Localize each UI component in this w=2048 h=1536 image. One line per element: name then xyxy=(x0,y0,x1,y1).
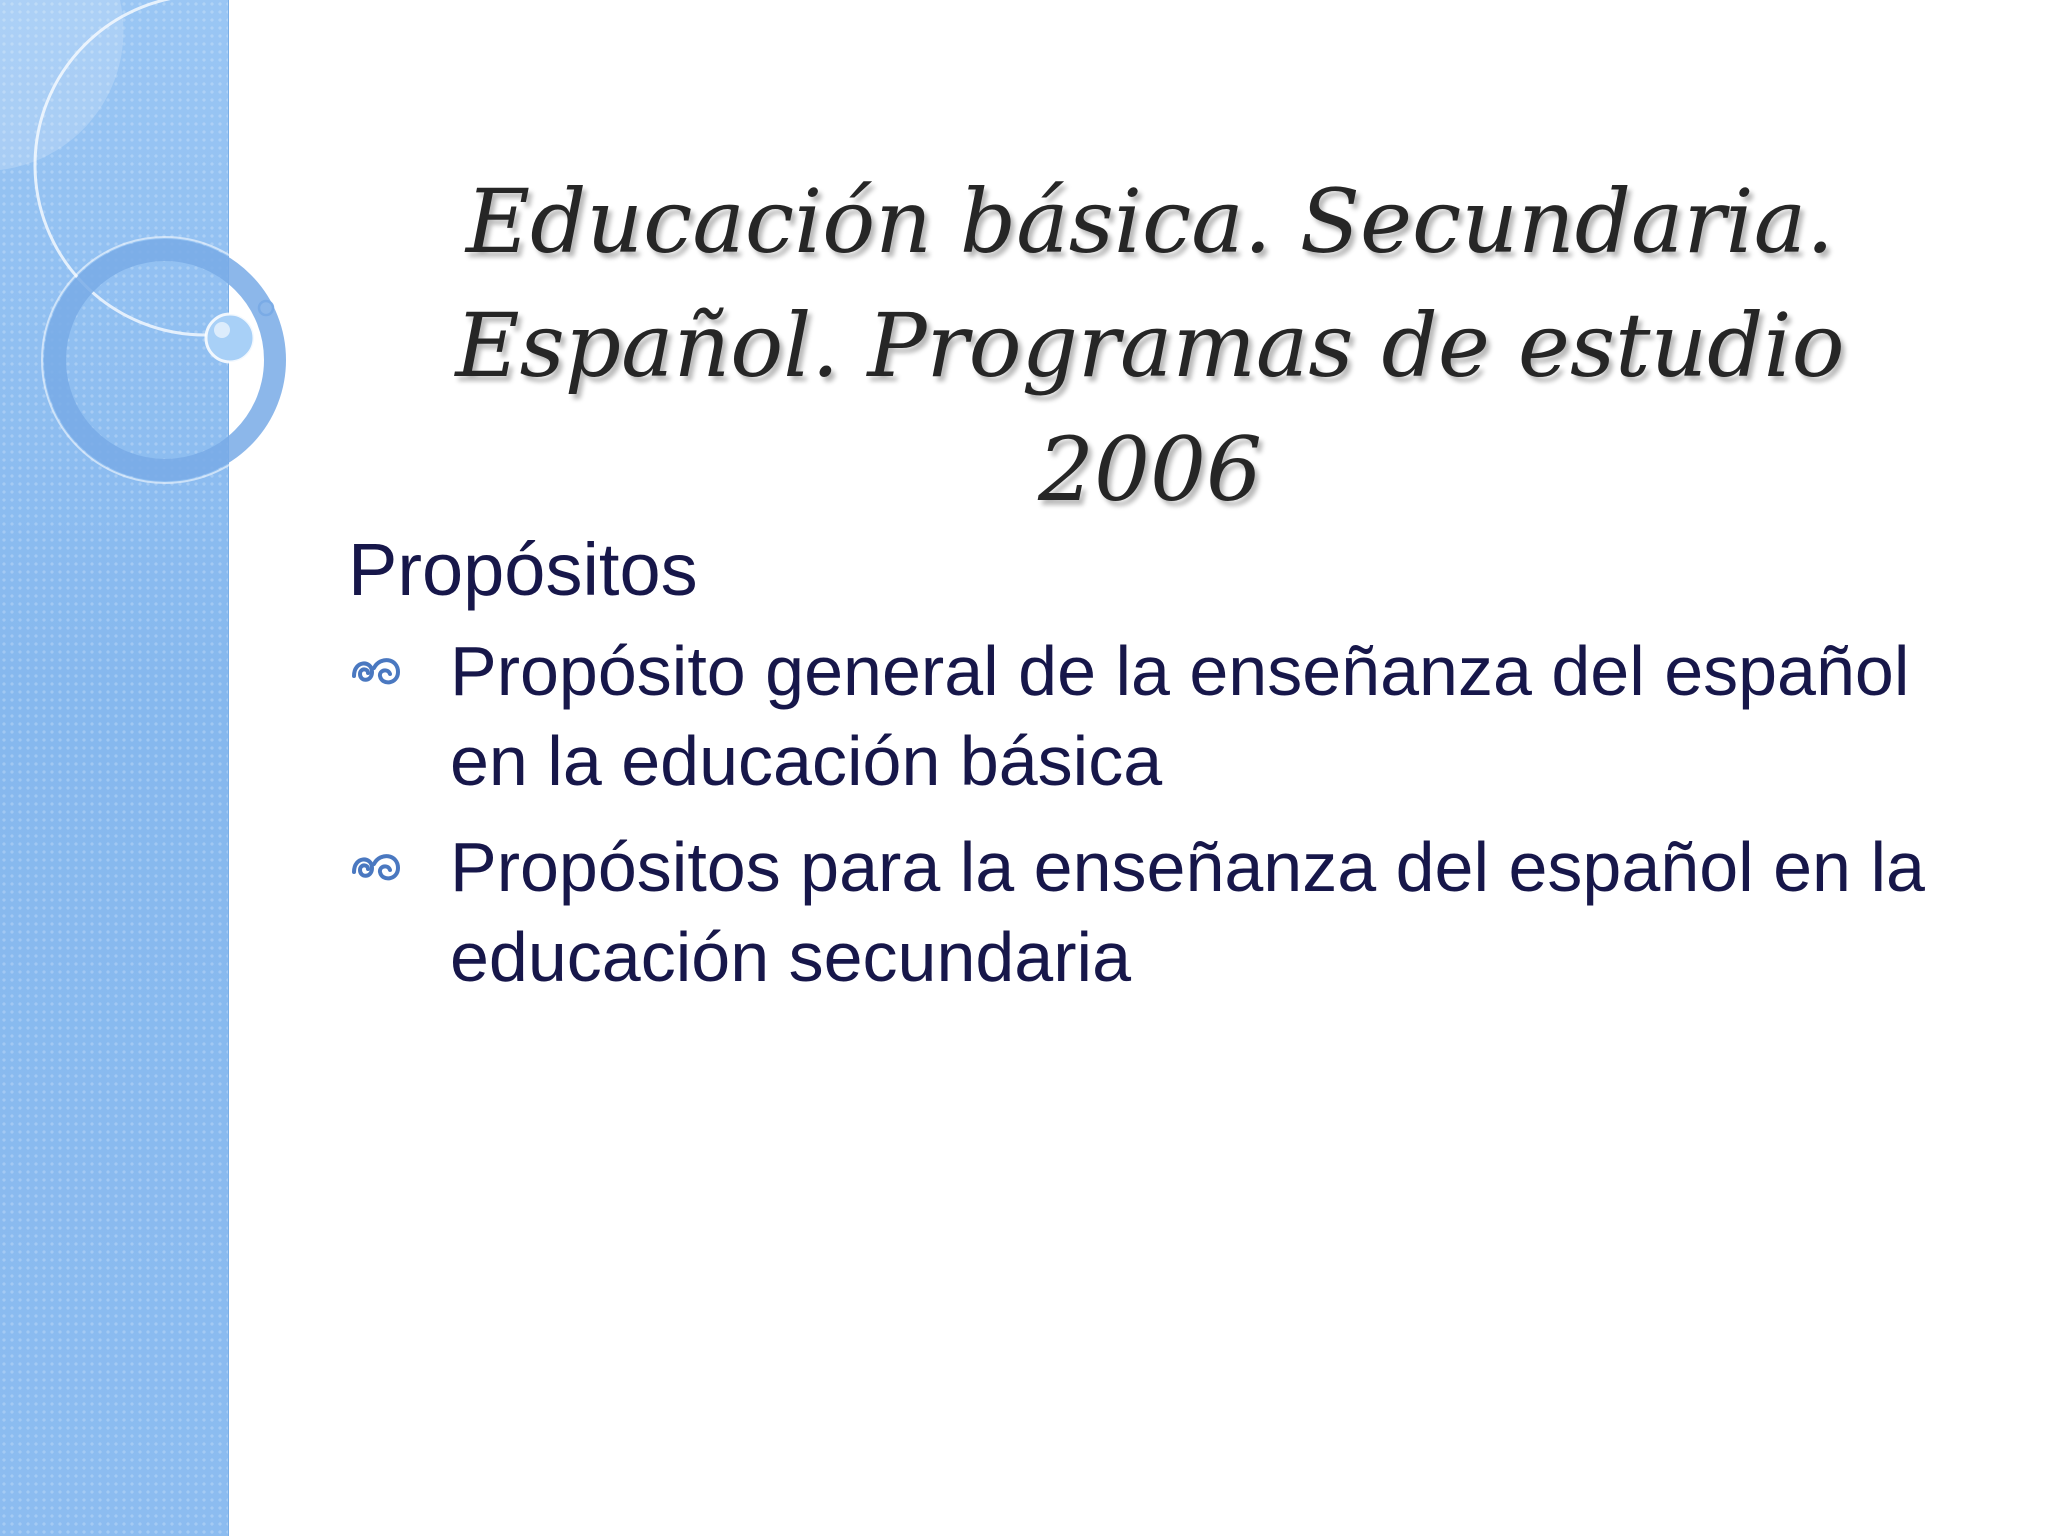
title-line-1: Educación básica. Secundaria. xyxy=(465,170,1835,273)
side-band xyxy=(0,0,229,1536)
bullet-text: Propósito general de la enseñanza del español en la educación básica xyxy=(450,632,1910,800)
section-heading: Propósitos xyxy=(348,528,698,611)
scroll-swirl-icon xyxy=(348,842,406,888)
list-item xyxy=(348,822,1988,1002)
scroll-swirl-icon xyxy=(348,646,406,692)
bullet-list xyxy=(348,626,1988,1002)
slide-body xyxy=(348,520,1988,1018)
bullet-text: Propósitos para la enseñanza del español en la educación secundaria xyxy=(450,828,1925,996)
title-line-2: Español. Programas de estudio 2006 xyxy=(455,294,1845,521)
slide-title xyxy=(330,160,1970,532)
list-item xyxy=(348,626,1988,806)
